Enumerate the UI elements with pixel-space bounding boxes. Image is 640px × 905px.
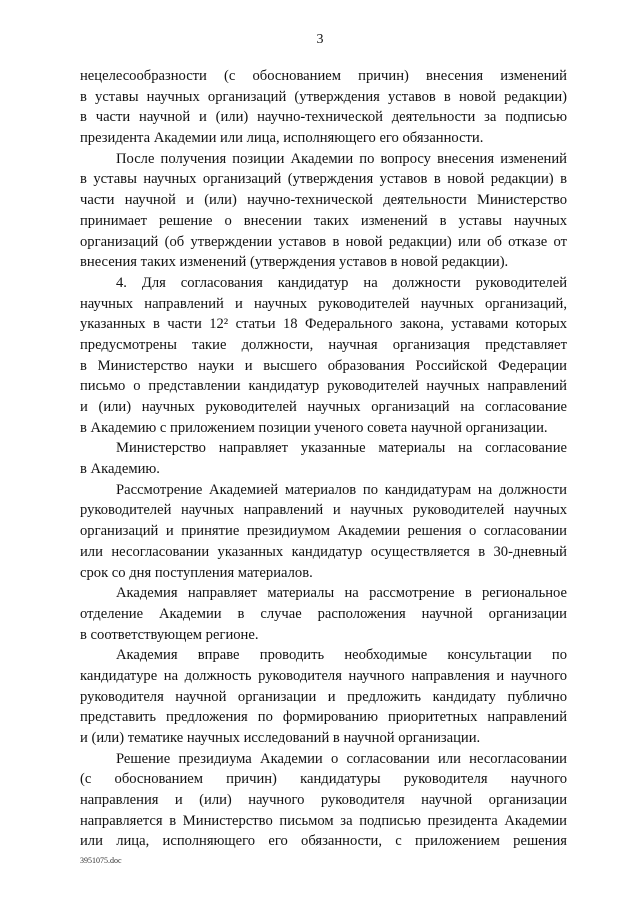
text-line: в уставы научных организаций (утверждения уставов в новой редакции) в xyxy=(80,171,567,188)
text-line: в части научной и (или) научно-технической деятельности за подписью xyxy=(80,109,567,126)
text-line: отделение Академии в случае расположения научной организации xyxy=(80,605,567,622)
text-line: Решение президиума Академии о согласовании или несогласовании xyxy=(116,750,567,767)
text-line: указанных в части 12² статьи 18 Федерального закона, уставами которых xyxy=(80,316,567,333)
text-line: в соответствующем регионе. xyxy=(80,626,259,643)
text-line: предусмотрены такие должности, научная организация представляет xyxy=(80,336,567,353)
text-line: нецелесообразности (с обоснованием причин) внесения изменений xyxy=(80,68,567,84)
text-line: После получения позиции Академии по вопросу внесения изменений xyxy=(116,150,567,167)
text-line: письмо о представлении кандидатур руководителей научных направлений xyxy=(80,378,567,395)
text-line: или лица, исполняющего его обязанности, с приложением решения xyxy=(80,833,567,850)
text-line: в Министерство науки и высшего образования Российской Федерации xyxy=(80,357,567,374)
text-line: и (или) тематике научных исследований в научной организации. xyxy=(80,730,481,746)
text-line: Академия вправе проводить необходимые консультации по xyxy=(116,647,567,664)
text-line: в Академию. xyxy=(80,461,160,478)
text-line: направления и (или) научного руководителя научной организации xyxy=(80,792,567,809)
text-line: направляется в Министерство письмом за подписью президента Академии xyxy=(80,812,567,829)
text-line: в уставы научных организаций (утверждения уставов в новой редакции) xyxy=(80,88,567,105)
text-line: научных направлений и научных руководителей научных организаций, xyxy=(80,295,567,312)
text-line: части научной и (или) научно-технической деятельности Министерство xyxy=(80,192,567,209)
text-line: кандидатуре на должность руководителя научного направления и научного xyxy=(80,667,567,684)
page-number: 3 xyxy=(316,32,324,47)
text-line: Министерство направляет указанные материалы на согласование xyxy=(116,440,567,457)
text-line: президента Академии или лица, исполняющего его обязанности. xyxy=(80,130,484,147)
text-line: Академия направляет материалы на рассмотрение в региональное xyxy=(116,585,567,602)
text-line: или несогласовании указанных кандидатур осуществляется в 30-дневный xyxy=(80,543,567,560)
document-body xyxy=(80,66,567,852)
text-line: внесения таких изменений (утверждения уставов в новой редакции). xyxy=(80,254,509,271)
text-line: организаций (об утверждении уставов в новой редакции) или об отказе от xyxy=(80,233,567,250)
file-name-footer: 3951075.doc xyxy=(80,856,122,865)
text-line: в Академию с приложением позиции ученого совета научной организации. xyxy=(80,419,548,436)
text-line: (с обоснованием причин) кандидатуры руководителя научного xyxy=(80,771,567,788)
text-line: руководителя научной организации и предложить кандидату публично xyxy=(80,688,567,705)
text-line: руководителей научных направлений и научных руководителей научных xyxy=(80,502,567,519)
text-line: срок со дня поступления материалов. xyxy=(80,564,313,581)
text-line: и (или) научных руководителей научных организаций на согласование xyxy=(80,399,567,415)
text-line: представить предложения по формированию приоритетных направлений xyxy=(80,709,567,726)
text-line: принимает решение о внесении таких изменений в уставы научных xyxy=(80,212,567,229)
text-line: 4. Для согласования кандидатур на должности руководителей xyxy=(116,274,567,291)
text-line: Рассмотрение Академией материалов по кандидатурам на должности xyxy=(116,481,567,498)
text-line: организаций и принятие президиумом Академии решения о согласовании xyxy=(80,523,567,540)
